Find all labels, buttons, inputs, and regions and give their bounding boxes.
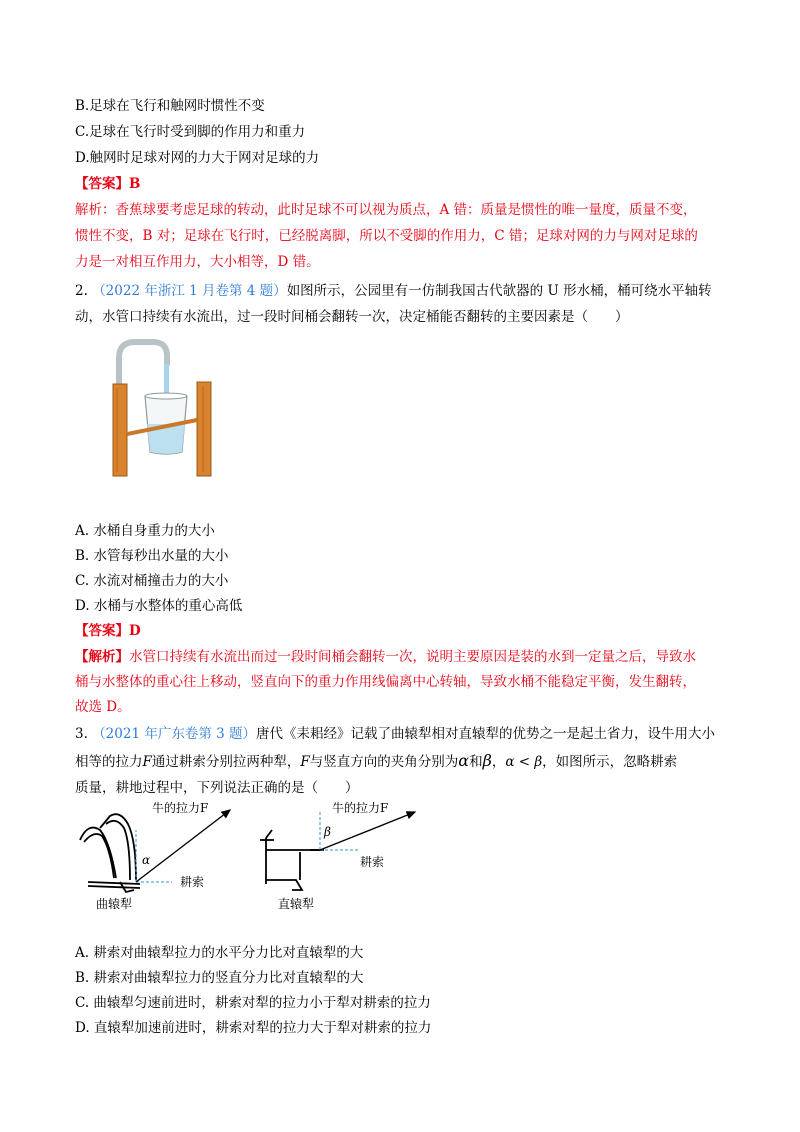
question-number: 2. [75,283,88,299]
question-source: （2022 年浙江 1 月卷第 4 题） [92,283,287,299]
left-caption: 曲辕犁 [96,897,133,911]
alpha-symbol: α [458,751,470,770]
left-force-label: 牛的拉力F [152,801,209,815]
q3-option-c: C. 曲辕犁匀速前进时，耕索对犁的拉力小于犁对耕索的拉力 [75,995,431,1011]
right-beta-label: β [324,825,331,839]
question-source: （2021 年广东卷第 3 题） [92,726,257,742]
plough-figure [70,800,470,915]
q2-stem-line-1 [75,281,712,301]
right-caption: 直辕犁 [278,897,315,911]
q3-stem-line-2 [75,751,677,772]
stem-text: ， [491,754,506,770]
left-rope-label: 耕索 [180,875,205,889]
q3-option-a: A. 耕索对曲辕犁拉力的水平分力比对直辕犁的大 [75,945,364,961]
q3-option-b: B. 耕索对曲辕犁拉力的竖直分力比对直辕犁的大 [75,970,364,986]
stem-text: 和 [469,754,483,770]
right-rope-label: 耕索 [360,855,385,869]
answer-label: 【答案】 [75,623,129,639]
left-alpha-label: α [142,853,151,867]
q1-analysis-line-2: 惯性不变，B 对；足球在飞行时，已经脱离脚，所以不受脚的作用力，C 错；足球对网的力与网对足球的 [75,228,698,244]
bucket-figure [105,338,230,478]
analysis-text: 水管口持续有水流出而过一段时间桶会翻转一次，说明主要原因是装的水到一定量之后，导致水 [129,649,696,665]
right-force-label: 牛的拉力F [332,801,389,815]
q2-option-a: A. 水桶自身重力的大小 [75,523,215,539]
q2-analysis-line-2: 桶与水整体的重心往上移动，竖直向下的重力作用线偏离中心转轴，导致水桶不能稳定平衡，发生翻转， [75,674,696,690]
q3-stem-line-3: 质量，耕地过程中，下列说法正确的是（ ） [75,780,359,796]
beta-symbol: β [482,751,492,770]
force-symbol: F [142,754,152,770]
q1-option-c: C.足球在飞行时受到脚的作用力和重力 [75,124,306,140]
answer-value: B [129,176,141,192]
force-symbol: F [300,754,310,770]
stem-text: 唐代《耒耜经》记载了曲辕犁相对直辕犁的优势之一是起土省力，设牛用大小 [256,726,716,742]
stem-text: ，如图所示，忽略耕索 [542,754,678,770]
q2-option-c: C. 水流对桶撞击力的大小 [75,573,229,589]
q3-option-d: D. 直辕犁加速前进时，耕索对犁的拉力大于犁对耕索的拉力 [75,1020,432,1036]
q2-answer [75,621,141,641]
q1-analysis-line-3: 力是一对相互作用力，大小相等，D 错。 [75,254,320,270]
answer-label: 【答案】 [75,176,129,192]
question-number: 3. [75,726,88,742]
analysis-label: 【解析】 [75,649,129,665]
q2-option-d: D. 水桶与水整体的重心高低 [75,598,243,614]
stem-text: 与竖直方向的夹角分别为 [309,754,459,770]
q1-option-b: B.足球在飞行和触网时惯性不变 [75,98,265,114]
stem-text: 如图所示，公园里有一仿制我国古代欹器的 U 形水桶，桶可绕水平轴转 [286,283,712,299]
q3-stem-line-1 [75,724,715,744]
q1-option-d: D.触网时足球对网的力大于网对足球的力 [75,150,320,166]
angle-inequality: α < β [505,754,543,770]
q1-analysis-line-1: 解析：香蕉球要考虑足球的转动，此时足球不可以视为质点，A 错：质量是惯性的唯一量度，质量不变， [75,202,697,218]
curved-plough-drawing [80,814,140,892]
straight-plough-drawing [260,830,324,890]
q2-analysis-line-3: 故选 D。 [75,699,131,715]
q1-answer [75,174,140,194]
stem-text: 通过耕索分别拉两种犁， [151,754,301,770]
answer-value: D [129,623,141,639]
q2-option-b: B. 水管每秒出水量的大小 [75,548,229,564]
q2-analysis-line-1 [75,647,696,667]
q2-stem-line-2: 动，水管口持续有水流出，过一段时间桶会翻转一次，决定桶能否翻转的主要因素是（ ） [75,309,629,325]
stem-text: 相等的拉力 [75,754,143,770]
